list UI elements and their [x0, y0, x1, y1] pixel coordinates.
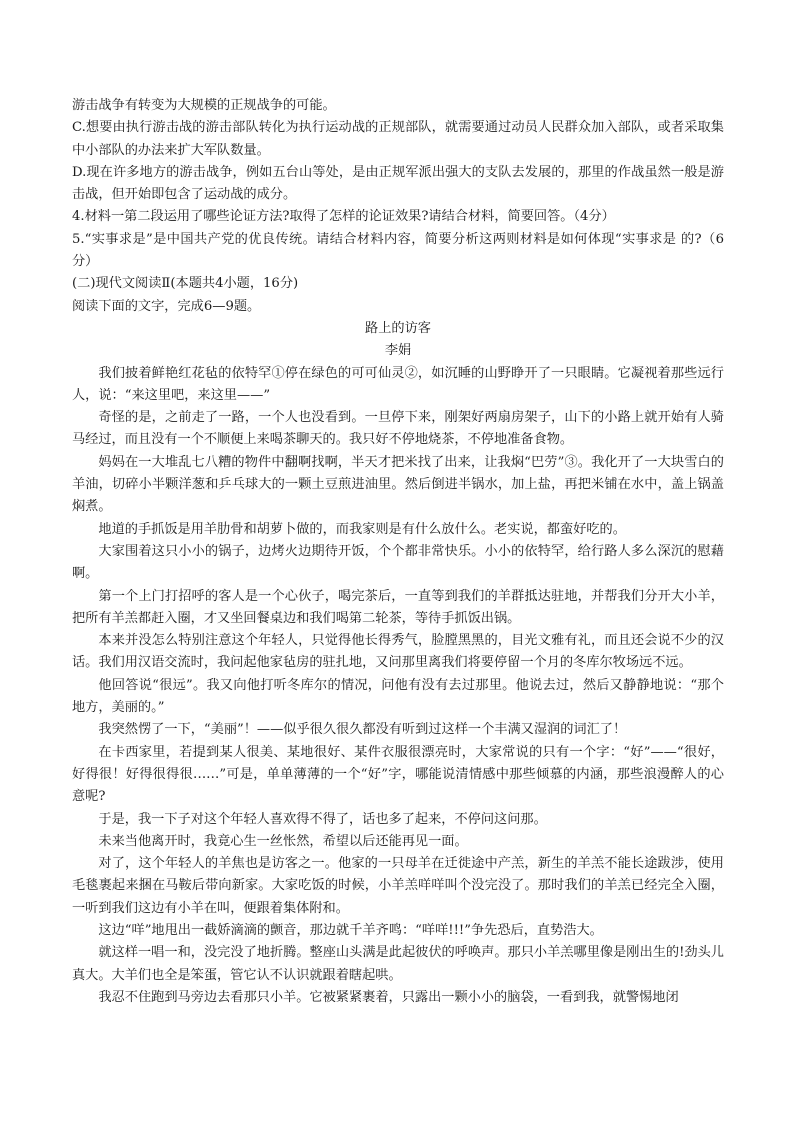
article-paragraph: 这边“咩”地甩出一截娇滴滴的颤音，那边就千羊齐鸣：“咩咩!!!”争先恐后，直势浩大。: [98, 922, 603, 938]
question-5: 5.“实事求是”是中国共产党的优良传统。请结合材料内容，简要分析这两则材料是如何体现“实事求是 的?（6分）: [72, 231, 724, 270]
option-c: C.想要由执行游击战的游击部队转化为执行运动战的正规部队，就需要通过动员人民群众加入部队，或者采取集中小部队的办法来扩大军队数量。: [72, 120, 724, 158]
article-paragraph: 大家围着这只小小的锅子，边烤火边期待开饭，个个都非常快乐。小小的依特罕，给行路人多么深沉的慰藉啊。: [72, 543, 724, 582]
article-paragraph: 我们披着鲜艳红花毡的依特罕①停在绿色的可可仙灵②，如沉睡的山野睁开了一只眼睛。它凝视着那些远行人，说：“来这里吧，来这里——”: [72, 365, 724, 403]
article-paragraph: 本来并没怎么特别注意这个年轻人，只觉得他长得秀气，脸膛黑黑的，目光文雅有礼，而且还会说不少的汉话。我们用汉语交流时，我问起他家毡房的驻扎地，又问那里离我们将要停留一个月的冬库尔牧场远不远。: [72, 633, 724, 671]
article-paragraph: 于是，我一下子对这个年轻人喜欢得不得了，话也多了起来，不停问这问那。: [98, 811, 547, 827]
article-paragraph: 地道的手抓饭是用羊肋骨和胡萝卜做的，而我家则是有什么放什么。老实说，都蛮好吃的。: [98, 521, 626, 537]
article-paragraph: 就这样一唱一和，没完没了地折腾。整座山头满是此起彼伏的呼唤声。那只小羊羔哪里像是刚出生的!劲头儿真大。大羊们也全是笨蛋，管它认不认识就跟着瞎起哄。: [72, 945, 724, 983]
article-paragraph: 我忍不住跑到马旁边去看那只小羊。它被紧紧裹着，只露出一颗小小的脑袋，一看到我，就警惕地闭: [98, 989, 679, 1005]
article-paragraph: 他回答说“很远”。我又向他打听冬库尔的情况，问他有没有去过那里。他说去过，然后又静静地说：“那个地方，美丽的。”: [72, 677, 724, 716]
article-paragraph: 在卡西家里，若提到某人很美、某地很好、某件衣服很漂亮时，大家常说的只有一个字：“好”——“很好，好得很！好得很得很……”可是，单单薄薄的一个“好”字，哪能说清情感中那些倾慕的内涵，那些浪漫醉人的心意呢?: [72, 744, 724, 805]
question-4: 4.材料一第二段运用了哪些论证方法?取得了怎样的论证效果?请结合材料，简要回答。（4分）: [72, 209, 615, 225]
option-d: D.现在许多地方的游击战争，例如五台山等处，是由正规军派出强大的支队去发展的，那里的作战虽然一般是游击战，但开始即包含了运动战的成分。: [72, 164, 724, 203]
article-author: 李娟: [384, 343, 412, 359]
article-paragraph: 妈妈在一大堆乱七八糟的物件中翻啊找啊，半天才把米找了出来，让我焖“巴劳”③。我化开了一大块雪白的羊油，切碎小半颗洋葱和乒乓球大的一颗土豆煎进油里。然后倒进半锅水，加上盐，再把米铺在水中，盖上锅盖焖煮。: [72, 454, 724, 515]
article-title: 路上的访客: [365, 320, 431, 336]
option-continuation: 游击战争有转变为大规模的正规战争的可能。: [72, 98, 336, 113]
article-paragraph: 奇怪的是，之前走了一路，一个人也没看到。一旦停下来，刚架好两扇房架子，山下的小路上就开始有人骑马经过，而且没有一个不顺便上来喝茶聊天的。我只好不停地烧茶，不停地准备食物。: [72, 410, 724, 448]
article-paragraph: 未来当他离开时，我竟心生一丝怅然，希望以后还能再见一面。: [98, 833, 468, 849]
section-heading: (二)现代文阅读Ⅱ(本题共4小题，16分): [72, 276, 299, 292]
section-instruction: 阅读下面的文字，完成6—9题。: [72, 298, 261, 314]
document-page: [72, 95, 724, 1009]
article-paragraph: 第一个上门打招呼的客人是一个心伙子，喝完茶后，一直等到我们的羊群抵达驻地，并帮我们分开大小羊，把所有羊羔都赶入圈，才又坐回餐桌边和我们喝第二轮茶，等待手抓饭出锅。: [72, 588, 724, 626]
article-paragraph: 对了，这个年轻人的羊焦也是访客之一。他家的一只母羊在迁徙途中产羔，新生的羊羔不能长途跋涉，使用毛毯裹起来捆在马鞍后带向新家。大家吃饭的时候，小羊羔咩咩叫个没完没了。那时我们的羊羔已经完全入圈，一听到我们这边有小羊在叫，便跟着集体附和。: [72, 856, 724, 916]
article-paragraph: 我突然愣了一下，“美丽”！——似乎很久很久都没有听到过这样一个丰满又湿润的词汇了！: [98, 722, 627, 738]
